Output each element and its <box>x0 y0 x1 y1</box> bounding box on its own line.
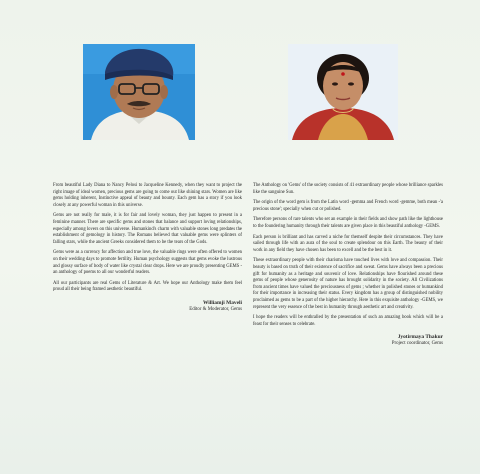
editor-message <box>53 183 242 313</box>
coordinator-paragraph-5: These extraordinary people with their charisma have touched lives with love and compassion. Their beauty is based on truth of their existence of sacrifice and sweat. Gems have always been a precious gift for humanity as a heritage and souvenir of love. Relationships have flourished around these gems of people whose generosity of nature has brought solidarity in the society. All Civilizations from ancient times have valued the preciousness of gems ; whether in polished stones or humankind for their importance in increasing their status. Every kingdom has a group of distinguished nobility proclaimed as gems to be a part of the higher hierarchy. Here in this exquisite anthology -GEMS, we represent the very essence of the best in humanity through aesthetic art and creativity. <box>253 258 443 310</box>
coordinator-paragraph-4: Each person is brilliant and has carved a niche for themself despite their circumstances. They have sailed through life with an aura of the soul to create splendour on this Earth. The beauty of their work in any field they have chosen has been to excell and be the best in it. <box>253 234 443 253</box>
coordinator-paragraph-2: The origin of the word gem is from the Latin word -gemma and French word -gemme, both mean -'a precious stone'; specially when cut or polished. <box>253 200 443 212</box>
editor-paragraph-2: Gems are not really for male, it is for fair and lovely woman, they just happen to present in a feminine manner. There are specific gems and stones that balance and support loving relationships, especially among lovers on this universe. Humankind's charm with valuable stones long predates the establishment of gemology in history. The Romans believed that valuable gems were splinters of falling stars, while the ancient Greeks considered them to be the tears of the Gods. <box>53 213 242 245</box>
coordinator-name: Jyotirmaya Thakur <box>397 334 443 341</box>
editor-portrait <box>83 44 195 140</box>
editor-paragraph-4: All our participants are real Gems of Literature & Art. We hope our Anthology make them feel proud all their being framed aesthetic beautiful. <box>53 280 242 293</box>
coordinator-paragraph-6: I hope the readers will be enthralled by the presentation of such an amazing book which will be a feast for their senses to celebrate. <box>253 315 443 327</box>
editor-paragraph-1: From beautiful Lady Diana to Nancy Pelosi to Jacqueline Kennedy, when they want to project the right image of ideal women, precious gems are going to come out like shining stars. Women are like gems holding inherent, Instinctive appeal of beauty and bounty. Each gem has a story if you look closely at any powerful woman in this universe. <box>53 183 242 208</box>
coordinator-signature <box>253 334 443 347</box>
editor-signature <box>53 300 242 313</box>
coordinator-portrait <box>288 44 398 140</box>
coordinator-paragraph-1: The Anthology on 'Gems' of the society consists of 41 extraordinary people whose brilliance sparkles like the sanguine Sun. <box>253 183 443 195</box>
editor-role: Editor & Moderator, Gems <box>189 306 242 312</box>
coordinator-paragraph-3: Therefore persons of rare talents who set an example in their fields and show path like the lighthouse to the foundering humanity through their talents are given place in this beautiful anthology -GEMS. <box>253 217 443 229</box>
editor-name: Williamji Maveli <box>203 299 242 306</box>
coordinator-message <box>253 183 443 347</box>
editor-paragraph-3: Gems were as a currency for affection and true love, the valuable rings were often offered to women on their wedding days to promote fertility. Human psychology suggests that gems evoke the lustrous and glossy surface of body of water like crystal clear drops. Here we are proudly presenting GEMS - an anthology of poems to all our wonderful readers. <box>53 250 243 276</box>
coordinator-role: Project coordinator, Gems <box>391 340 443 346</box>
